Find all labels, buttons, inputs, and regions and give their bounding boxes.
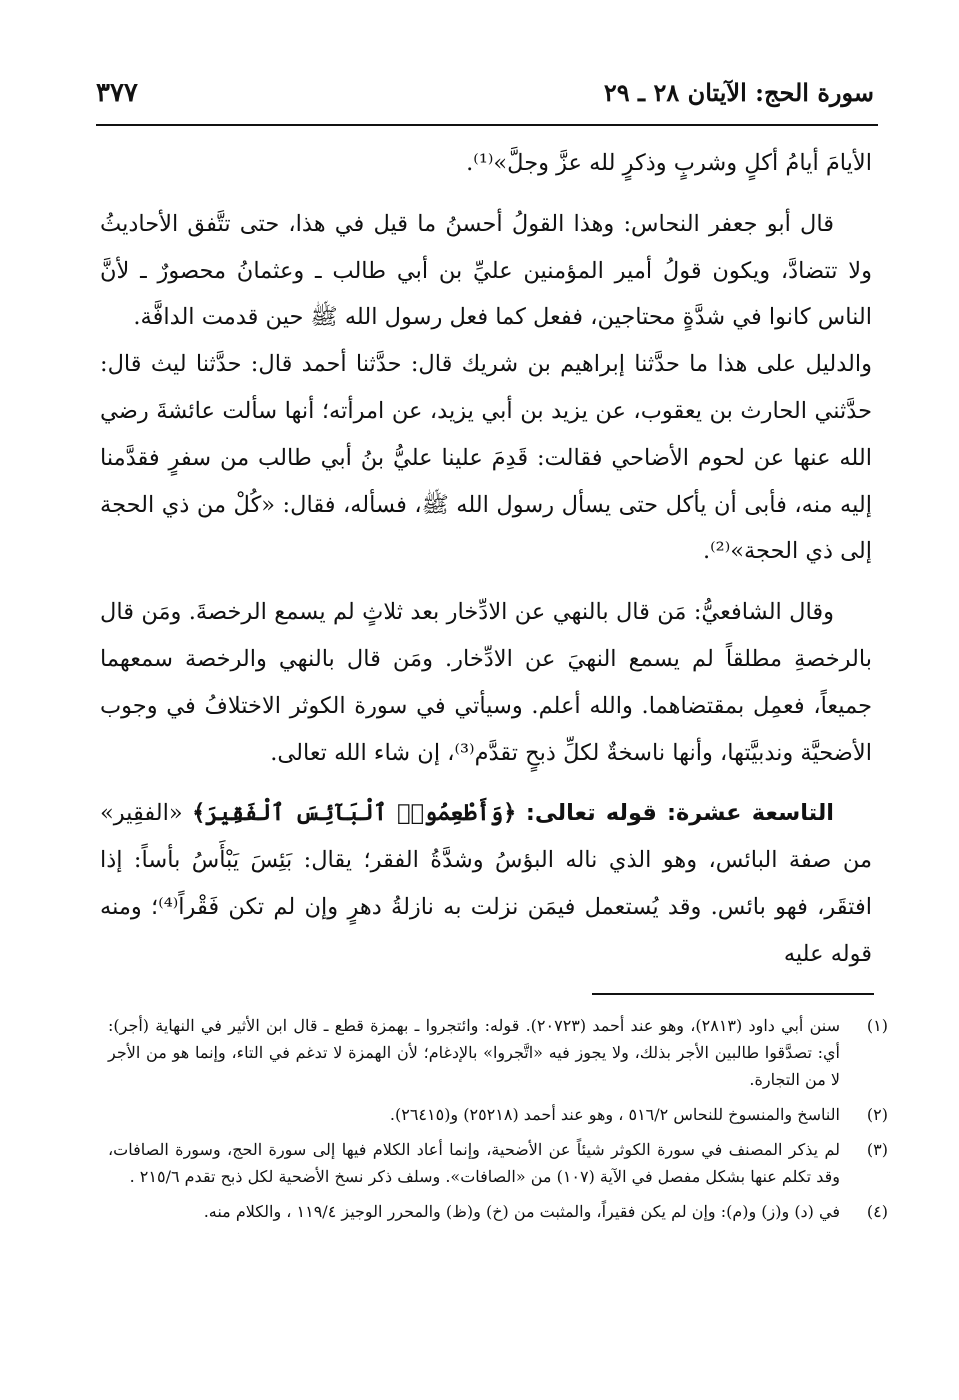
footnote-number: (١) — [866, 1016, 888, 1035]
footnote-number: (٤) — [866, 1202, 888, 1221]
footnote-3 — [108, 1136, 888, 1190]
footnote-2 — [108, 1101, 888, 1128]
paragraph-4: وقال الشافعيُّ: مَن قال بالنهي عن الادِّخار بعد ثلاثٍ لم يسمع الرخصةَ. ومَن قال بالرخصةِ مطلقاً لم يسمع النهيَ عن الادِّخار. ومَن قال بالنهي والرخصة سمعهما جميعاً، فعمِل بمقتضاهما. والله أعلم. وسيأتي في سورة الكوثر الاختلافُ في وجوب الأضحيَّة وندبيَّتها، وأنها ناسخةٌ لكلِّ ذبحٍ تقدَّم⁽³⁾، إن شاء الله تعالى. — [100, 599, 872, 766]
footnotes — [108, 1012, 888, 1233]
footnote-number: (٢) — [866, 1105, 888, 1124]
quran-verse: ﴿وَأَطْعِمُوا۟ ٱلْبَآئِسَ ٱلْفَقِيرَ﴾ — [192, 800, 517, 827]
footnote-4 — [108, 1198, 888, 1225]
page-number: ٣٧٧ — [96, 78, 138, 108]
paragraph-5-text: «الفقِير» من صفة البائس، وهو الذي ناله البؤسُ وشدَّةُ الفقر؛ يقال: بَئِسَ يَبْأَسُ بأساً: إذا افتقَر، فهو بائس. وقد يُستعمل فيمَن نزلت به نازلةُ دهرٍ وإن لم تكن فَقْراً⁽⁴⁾؛ ومنه قوله عليه — [100, 800, 872, 967]
paragraph-1: الأيامَ أيامُ أكلٍ وشربٍ وذكرٍ لله عزَّ وجلَّ»⁽¹⁾. — [466, 150, 872, 176]
paragraph-3: والدليل على هذا ما حدَّثنا إبراهيم بن شريك قال: حدَّثنا أحمد قال: حدَّثنا ليث قال: حدَّثني الحارث بن يعقوب، عن يزيد بن أبي يزيد، عن امرأته؛ أنها سألت عائشةَ رضي الله عنها عن لحوم الأضاحي فقالت: قَدِمَ علينا عليُّ بنُ أبي طالب من سفرٍ فقدَّمنا إليه منه، فأبى أن يأكل حتى يسأل رسول الله ﷺ، فسأله، فقال: «كُلْ من ذي الحجة إلى ذي الحجة»⁽²⁾. — [100, 351, 872, 565]
footnote-1 — [108, 1012, 888, 1093]
footnote-divider — [592, 993, 874, 995]
footnote-text: سنن أبي داود (٢٨١٣)، وهو عند أحمد (٢٠٧٢٣). قوله: وائتجروا ـ بهمزة قطع ـ قال ابن الأثير في النهاية (أجر): أي: تصدَّقوا طالبين الأجر بذلك، ولا يجوز فيه «اتَّجروا» بالإدغام؛ لأن الهمزة لا تدغم في التاء، وإنما هو من الأجر لا من التجارة. — [108, 1016, 840, 1089]
footnote-text: الناسخ والمنسوخ للنحاس ٥١٦/٢ ، وهو عند أحمد (٢٥٢١٨) و(٢٦٤١٥). — [389, 1105, 840, 1124]
footnote-text: لم يذكر المصنف في سورة الكوثر شيئاً عن الأضحية، وإنما أعاد الكلام فيها إلى سورة الحج، وسورة الصافات، وقد تكلم عنها بشكل مفصل في الآية (١٠٧) من «الصافات». وسلف ذكر نسخ الأضحية لكل ذبح تقدم ٢١٥/٦ . — [108, 1140, 840, 1186]
page-header — [96, 78, 874, 114]
section-heading-lead: التاسعة عشرة: قوله تعالى: — [525, 800, 835, 827]
main-text — [100, 140, 872, 978]
header-divider — [96, 124, 878, 126]
footnote-number: (٣) — [866, 1140, 888, 1159]
paragraph-2: قال أبو جعفر النحاس: وهذا القولُ أحسنُ ما قيل في هذا، حتى تتَّفق الأحاديثُ ولا تتضادَّ، ويكون قولُ أمير المؤمنين عليِّ بن أبي طالب ـ وعثمانُ محصورٌ ـ لأنَّ الناس كانوا في شدَّةٍ محتاجين، ففعل كما فعل رسول الله ﷺ حين قدمت الدافَّة. — [100, 210, 872, 331]
paragraph-5 — [100, 790, 872, 977]
footnote-text: في (د) و(ز) و(م): وإن لم يكن فقيراً، والمثبت من (خ) و(ظ) والمحرر الوجيز ١١٩/٤ ، والكلام منه. — [203, 1202, 840, 1221]
running-title: سورة الحج: الآيتان ٢٨ ـ ٢٩ — [603, 78, 874, 107]
